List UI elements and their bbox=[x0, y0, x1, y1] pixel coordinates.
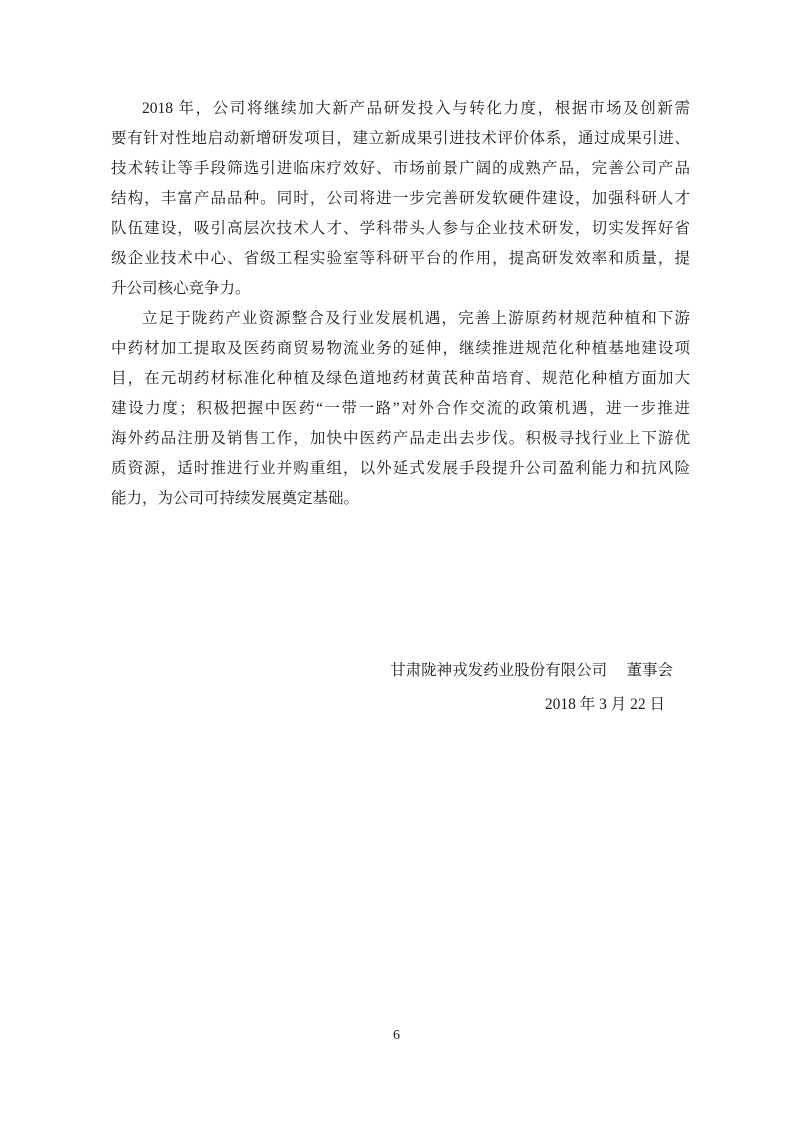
text-line: 队伍建设，吸引高层次技术人才、学科带头人参与企业技术研发，切实发挥好省 bbox=[111, 220, 690, 237]
text-line: 级企业技术中心、省级工程实验室等科研平台的作用，提高研发效率和质量，提 bbox=[111, 250, 690, 267]
text-line: 中药材加工提取及医药商贸易物流业务的延伸，继续推进规范化种植基地建设项 bbox=[111, 340, 690, 357]
report-body-text bbox=[111, 94, 690, 514]
text-line: 结构，丰富产品品种。同时，公司将进一步完善研发软硬件建设，加强科研人才 bbox=[111, 190, 690, 207]
text-line: 质资源，适时推进行业并购重组，以外延式发展手段提升公司盈利能力和抗风险 bbox=[111, 460, 690, 477]
text-line: 技术转让等手段筛选引进临床疗效好、市场前景广阔的成熟产品，完善公司产品 bbox=[111, 160, 690, 177]
signature-block bbox=[111, 654, 690, 722]
text-line: 立足于陇药产业资源整合及行业发展机遇，完善上游原药材规范种植和下游 bbox=[142, 310, 690, 327]
text-line: 目，在元胡药材标准化种植及绿色道地药材黄芪种苗培育、规范化种植方面加大 bbox=[111, 370, 690, 387]
paragraph-rd-investment-plan bbox=[111, 94, 690, 304]
text-line: 要有针对性地启动新增研发项目，建立新成果引进技术评价体系，通过成果引进、 bbox=[111, 130, 690, 147]
text-line: 2018 年，公司将继续加大新产品研发投入与转化力度，根据市场及创新需 bbox=[142, 100, 690, 117]
signature-date: 2018 年 3 月 22 日 bbox=[544, 696, 665, 713]
signature-company-board: 甘肃陇神戎发药业股份有限公司 董事会 bbox=[390, 662, 673, 679]
text-line: 能力，为公司可持续发展奠定基础。 bbox=[111, 490, 360, 507]
text-line: 升公司核心竞争力。 bbox=[111, 280, 251, 297]
text-line: 建设力度；积极把握中医药“一带一路”对外合作交流的政策机遇，进一步推进 bbox=[111, 400, 690, 417]
paragraph-industry-integration-plan bbox=[111, 304, 690, 514]
text-line: 海外药品注册及销售工作，加快中医药产品走出去步伐。积极寻找行业上下游优 bbox=[111, 430, 690, 447]
page-number: 6 bbox=[393, 1028, 400, 1043]
